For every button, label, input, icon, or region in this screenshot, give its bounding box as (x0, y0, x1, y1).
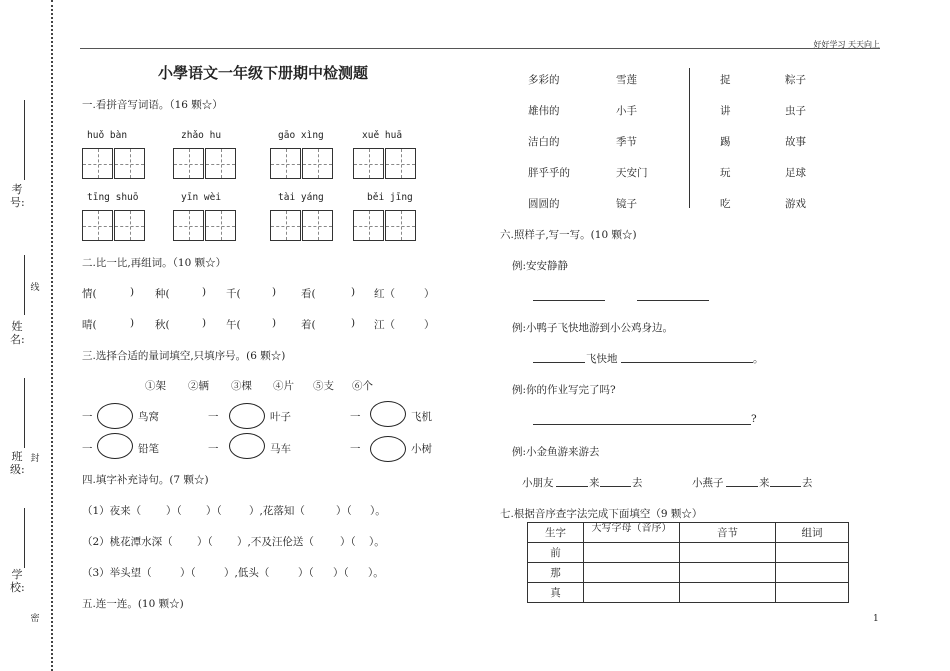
phonetic-table (527, 522, 849, 603)
example-2-mid: 飞快地 (586, 353, 618, 365)
match-verb: 吃 (720, 198, 731, 210)
poem-part: ）（ (197, 536, 213, 548)
compare-close: ) (272, 317, 277, 329)
answer-oval[interactable] (370, 436, 406, 462)
match-object: 粽子 (785, 74, 806, 86)
yi-char: 一 (350, 443, 361, 455)
poem-part: ）。 (370, 505, 386, 517)
writing-grid[interactable] (173, 148, 237, 179)
pinyin-6: yīn wèi (181, 192, 222, 203)
writing-grid[interactable] (270, 148, 334, 179)
secret-char: 密 (30, 614, 40, 624)
school-blank (24, 508, 25, 568)
poem-part: （1）夜来（ (82, 505, 142, 517)
answer-line[interactable] (637, 300, 709, 301)
compare-close: ) (272, 286, 277, 298)
answer-cell[interactable] (776, 543, 849, 563)
binding-dotted-line (51, 0, 53, 671)
poem-part: ）（ (336, 505, 352, 517)
match-object: 故事 (785, 136, 806, 148)
compare-close: ) (202, 286, 207, 298)
compare-item: 晴( (82, 319, 97, 331)
table-row (528, 563, 849, 583)
seal-char: 封 (30, 454, 40, 464)
line-char: 线 (30, 283, 40, 293)
section7-heading: 七.根据音序查字法完成下面填空（9 颗☆） (500, 508, 703, 520)
answer-oval[interactable] (97, 433, 133, 459)
compare-item: 江（ (374, 319, 395, 331)
poem-part: ）,不及汪伦送（ (237, 536, 314, 548)
section2-heading: 二.比一比,再组词。（10 颗☆） (82, 257, 227, 269)
yi-char: 一 (350, 411, 361, 423)
poem-part: ）（ (166, 505, 182, 517)
pinyin-8: běi jīng (367, 192, 413, 203)
match-object: 游戏 (785, 198, 806, 210)
example-3: 例:你的作业写完了吗? (512, 384, 616, 396)
pinyin-5: tīng shuō (87, 192, 139, 203)
example-4-lai: 来 (759, 477, 770, 489)
poem-part: ）。 (369, 536, 385, 548)
compare-close: ） (424, 319, 435, 331)
pinyin-1: huǒ bàn (87, 130, 128, 141)
compare-close: ) (351, 286, 356, 298)
table-header: 组词 (776, 523, 849, 543)
compare-item: 种( (155, 288, 170, 300)
answer-cell[interactable] (584, 563, 680, 583)
measure-option: ④片 (273, 380, 294, 392)
writing-grid[interactable] (82, 210, 146, 241)
table-row (528, 543, 849, 563)
answer-oval[interactable] (229, 403, 265, 429)
poem-part: ）（ (340, 536, 356, 548)
section4-heading: 四.填字补充诗句。(7 颗☆) (82, 474, 209, 486)
match-adj: 胖乎乎的 (528, 167, 570, 179)
table-row (528, 583, 849, 603)
section5-heading: 五.连一连。(10 颗☆) (82, 598, 184, 610)
section3-heading: 三.选择合适的量词填空,只填序号。(6 颗☆) (82, 350, 286, 362)
match-verb: 玩 (720, 167, 731, 179)
match-object: 虫子 (785, 105, 806, 117)
pinyin-3: gāo xìng (278, 130, 324, 141)
answer-cell[interactable] (680, 583, 776, 603)
compare-close: ) (130, 286, 135, 298)
compare-item: 午( (226, 319, 241, 331)
match-noun: 天安门 (616, 167, 648, 179)
answer-line[interactable] (556, 486, 588, 487)
poem-part: ）（ (298, 567, 314, 579)
poem-part: ）（ (206, 505, 222, 517)
match-adj: 圆圆的 (528, 198, 560, 210)
poem-part: ）,低头（ (224, 567, 270, 579)
school-label: 学校: (10, 568, 25, 594)
compare-close: ) (202, 317, 207, 329)
table-header: 大写字母（音序） (584, 523, 680, 543)
answer-line[interactable] (600, 486, 631, 487)
class-blank (24, 378, 25, 448)
measure-noun: 鸟窝 (138, 411, 159, 423)
match-divider (689, 68, 690, 208)
match-adj: 洁白的 (528, 136, 560, 148)
name-blank (24, 255, 25, 315)
measure-option: ⑤支 (313, 380, 334, 392)
example-2-end: 。 (753, 353, 764, 365)
answer-oval[interactable] (229, 433, 265, 459)
answer-line[interactable] (770, 486, 801, 487)
poem-part: （2）桃花潭水深（ (82, 536, 173, 548)
measure-noun: 马车 (270, 443, 291, 455)
measure-option: ⑥个 (352, 380, 373, 392)
measure-noun: 叶子 (270, 411, 291, 423)
exam-no-label: 考号: (10, 183, 25, 209)
yi-char: 一 (82, 411, 93, 423)
match-noun: 季节 (616, 136, 637, 148)
pinyin-7: tài yáng (278, 192, 324, 203)
answer-line[interactable] (533, 300, 605, 301)
page-title: 小學语文一年级下册期中检测题 (158, 64, 369, 82)
exam-no-blank (24, 100, 25, 180)
match-verb: 讲 (720, 105, 731, 117)
measure-option: ②辆 (188, 380, 209, 392)
answer-oval[interactable] (97, 403, 133, 429)
example-4-qu: 去 (632, 477, 643, 489)
example-1: 例:安安静静 (512, 260, 569, 272)
match-noun: 镜子 (616, 198, 637, 210)
match-adj: 雄伟的 (528, 105, 560, 117)
writing-grid[interactable] (270, 210, 334, 241)
table-header: 生字 (528, 523, 584, 543)
compare-close: ) (351, 317, 356, 329)
poem-part: ）,花落知（ (249, 505, 305, 517)
name-label: 姓名: (10, 320, 25, 346)
answer-line[interactable] (533, 362, 585, 363)
measure-noun: 小树 (411, 443, 432, 455)
poem-part: ）（ (180, 567, 196, 579)
example-3-end: ? (751, 413, 757, 425)
yi-char: 一 (82, 443, 93, 455)
match-verb: 捉 (720, 74, 731, 86)
measure-noun: 飞机 (411, 411, 432, 423)
section6-heading: 六.照样子,写一写。(10 颗☆) (500, 229, 637, 241)
example-2: 例:小鸭子飞快地游到小公鸡身边。 (512, 322, 674, 334)
answer-cell[interactable] (584, 543, 680, 563)
compare-item: 情( (82, 288, 97, 300)
compare-close: ） (424, 288, 435, 300)
yi-char: 一 (208, 411, 219, 423)
poem-part: （3）举头望（ (82, 567, 152, 579)
answer-line[interactable] (726, 486, 758, 487)
example-4-qu: 去 (802, 477, 813, 489)
match-adj: 多彩的 (528, 74, 560, 86)
header-rule (80, 48, 880, 49)
table-char: 那 (528, 563, 584, 583)
compare-item: 着( (301, 319, 316, 331)
answer-cell[interactable] (680, 543, 776, 563)
page-number: 1 (873, 614, 879, 624)
measure-option: ③棵 (231, 380, 252, 392)
table-char: 前 (528, 543, 584, 563)
compare-item: 看( (301, 288, 316, 300)
compare-item: 红（ (374, 288, 395, 300)
example-4-lai: 来 (589, 477, 600, 489)
match-verb: 踢 (720, 136, 731, 148)
writing-grid[interactable] (353, 210, 417, 241)
match-noun: 雪莲 (616, 74, 637, 86)
match-object: 足球 (785, 167, 806, 179)
table-header: 音节 (680, 523, 776, 543)
header-slogan: 好好学习 天天向上 (813, 40, 880, 49)
match-noun: 小手 (616, 105, 637, 117)
section1-heading: 一.看拼音写词语。（16 颗☆） (82, 99, 223, 111)
compare-close: ) (130, 317, 135, 329)
example-4: 例:小金鱼游来游去 (512, 446, 600, 458)
answer-cell[interactable] (776, 563, 849, 583)
example-4-subject: 小燕子 (692, 477, 724, 489)
answer-oval[interactable] (370, 401, 406, 427)
table-char: 真 (528, 583, 584, 603)
example-4-subject: 小朋友 (522, 477, 554, 489)
pinyin-4: xuě huā (362, 130, 403, 141)
poem-part: ）。 (368, 567, 384, 579)
compare-item: 千( (226, 288, 241, 300)
compare-item: 秋( (155, 319, 170, 331)
poem-part: ）（ (333, 567, 349, 579)
writing-grid[interactable] (82, 148, 146, 179)
writing-grid[interactable] (353, 148, 417, 179)
measure-option: ①架 (145, 380, 166, 392)
measure-noun: 铅笔 (138, 443, 159, 455)
pinyin-2: zhǎo hu (181, 130, 222, 141)
class-label: 班级: (10, 450, 25, 476)
answer-cell[interactable] (776, 583, 849, 603)
answer-line[interactable] (621, 362, 753, 363)
yi-char: 一 (208, 443, 219, 455)
answer-cell[interactable] (680, 563, 776, 583)
writing-grid[interactable] (173, 210, 237, 241)
answer-line[interactable] (533, 424, 751, 425)
answer-cell[interactable] (584, 583, 680, 603)
